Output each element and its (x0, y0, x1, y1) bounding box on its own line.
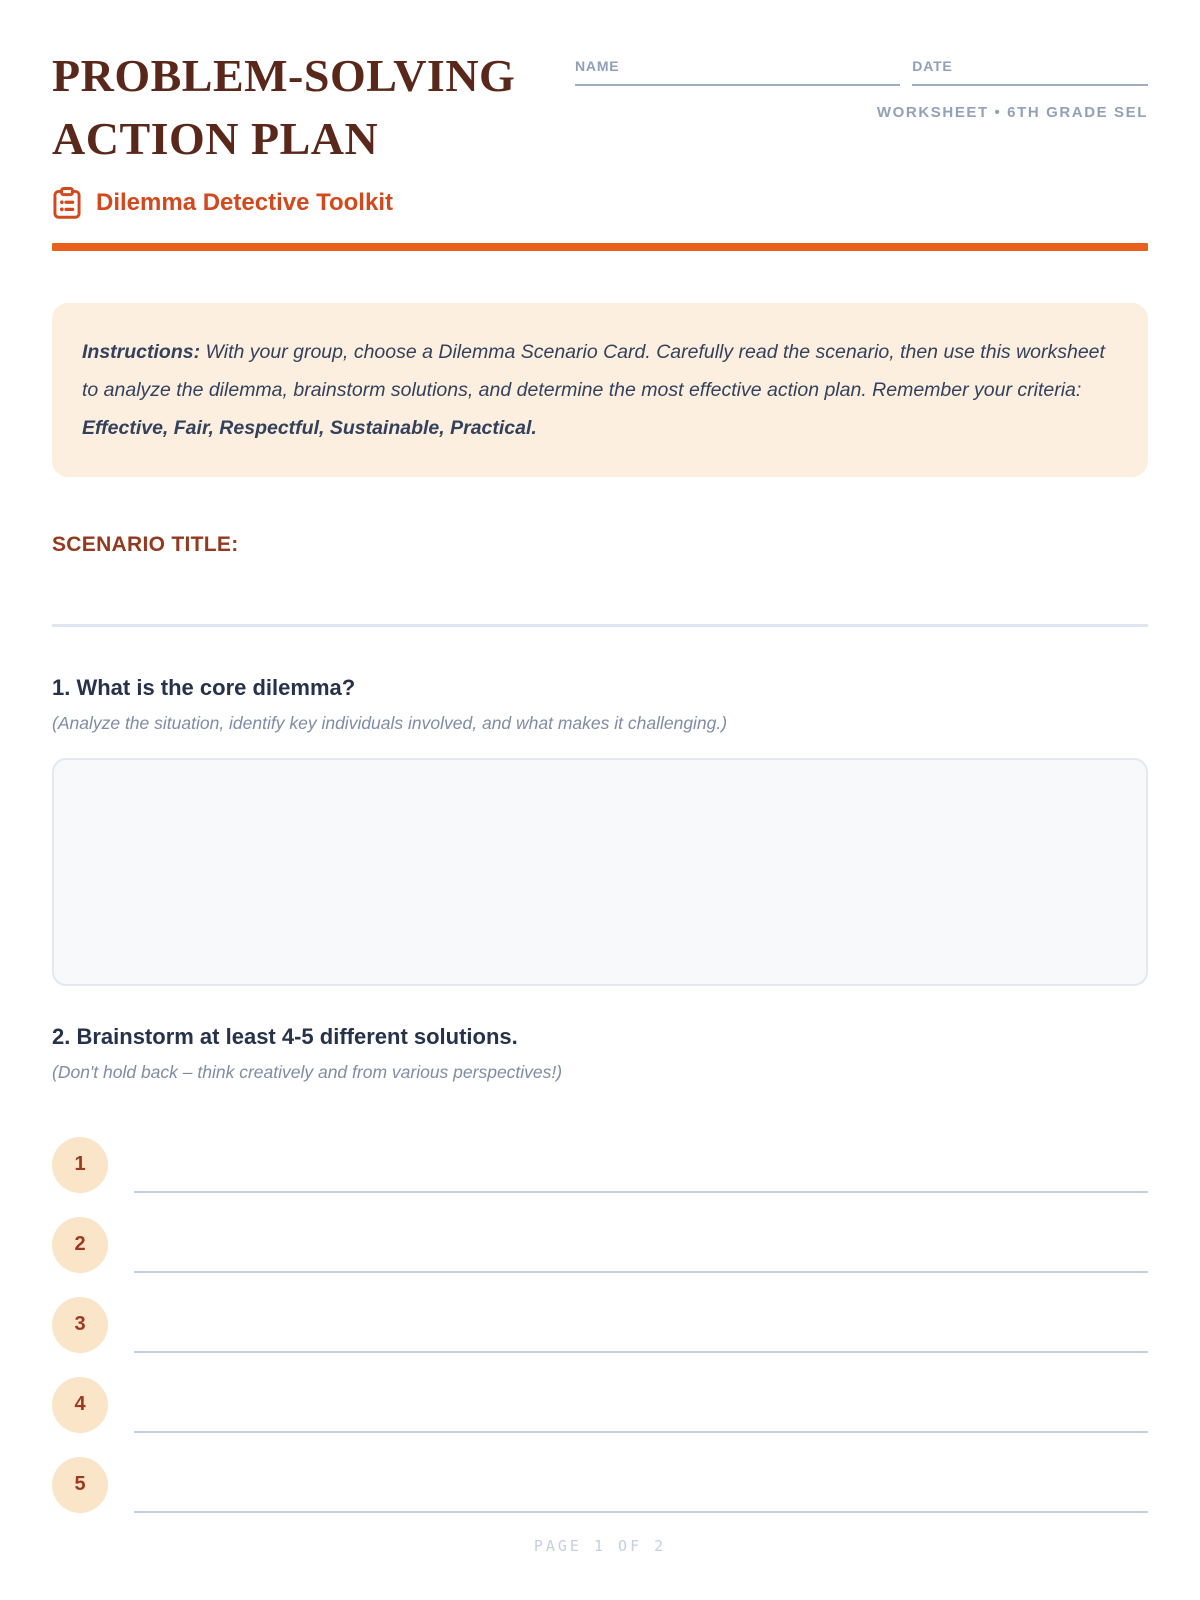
solutions-list (52, 1137, 1148, 1513)
name-field[interactable] (575, 58, 900, 86)
question-1-hint: (Analyze the situation, identify key individuals involved, and what makes it challenging.) (52, 712, 728, 733)
solution-row-4 (52, 1377, 1148, 1433)
solution-blank-5[interactable] (134, 1457, 1148, 1513)
question-1-answer-box[interactable] (52, 758, 1148, 986)
solution-row-3 (52, 1297, 1148, 1353)
solution-row-1 (52, 1137, 1148, 1193)
solution-number-badge: 5 (52, 1457, 108, 1513)
scenario-title-blank[interactable] (52, 557, 1148, 627)
solution-row-2 (52, 1217, 1148, 1273)
worksheet-subtitle: Dilemma Detective Toolkit (96, 188, 393, 216)
title-block (52, 44, 575, 219)
date-field[interactable] (912, 58, 1148, 86)
date-label: DATE (912, 58, 953, 74)
subtitle-row (52, 187, 575, 219)
question-2-hint: (Don't hold back – think creatively and from various perspectives!) (52, 1061, 563, 1082)
solution-row-5 (52, 1457, 1148, 1513)
scenario-title-label: SCENARIO TITLE: (52, 532, 239, 556)
solution-number-badge: 2 (52, 1217, 108, 1273)
solution-number-badge: 4 (52, 1377, 108, 1433)
question-2-heading: 2. Brainstorm at least 4-5 different solutions. (52, 1023, 518, 1049)
solution-blank-2[interactable] (134, 1217, 1148, 1273)
page-title-line1: PROBLEM-SOLVING (52, 50, 516, 101)
header (52, 44, 1148, 219)
worksheet-meta: WORKSHEET • 6TH GRADE SEL (876, 104, 1148, 121)
clipboard-list-icon (52, 187, 82, 219)
solution-blank-4[interactable] (134, 1377, 1148, 1433)
instructions-label: Instructions: (82, 340, 201, 363)
solution-number-badge: 3 (52, 1297, 108, 1353)
name-label: NAME (575, 58, 620, 74)
solution-blank-1[interactable] (134, 1137, 1148, 1193)
header-fields (575, 44, 1148, 121)
accent-divider (52, 243, 1148, 251)
instructions-body: With your group, choose a Dilemma Scenario Card. Carefully read the scenario, then use this worksheet to analyze the dilemma, brainstorm solutions, and determine the most effective action plan. Remember your criteria: (82, 340, 1105, 401)
page-title-line2: ACTION PLAN (52, 113, 379, 165)
solution-blank-3[interactable] (134, 1297, 1148, 1353)
page-title (52, 44, 575, 171)
instructions-box (52, 303, 1148, 477)
question-1-heading: 1. What is the core dilemma? (52, 674, 356, 700)
solution-number-badge: 1 (52, 1137, 108, 1193)
page-number: PAGE 1 OF 2 (533, 1536, 667, 1555)
instructions-criteria: Effective, Fair, Respectful, Sustainable, Practical. (82, 416, 537, 439)
